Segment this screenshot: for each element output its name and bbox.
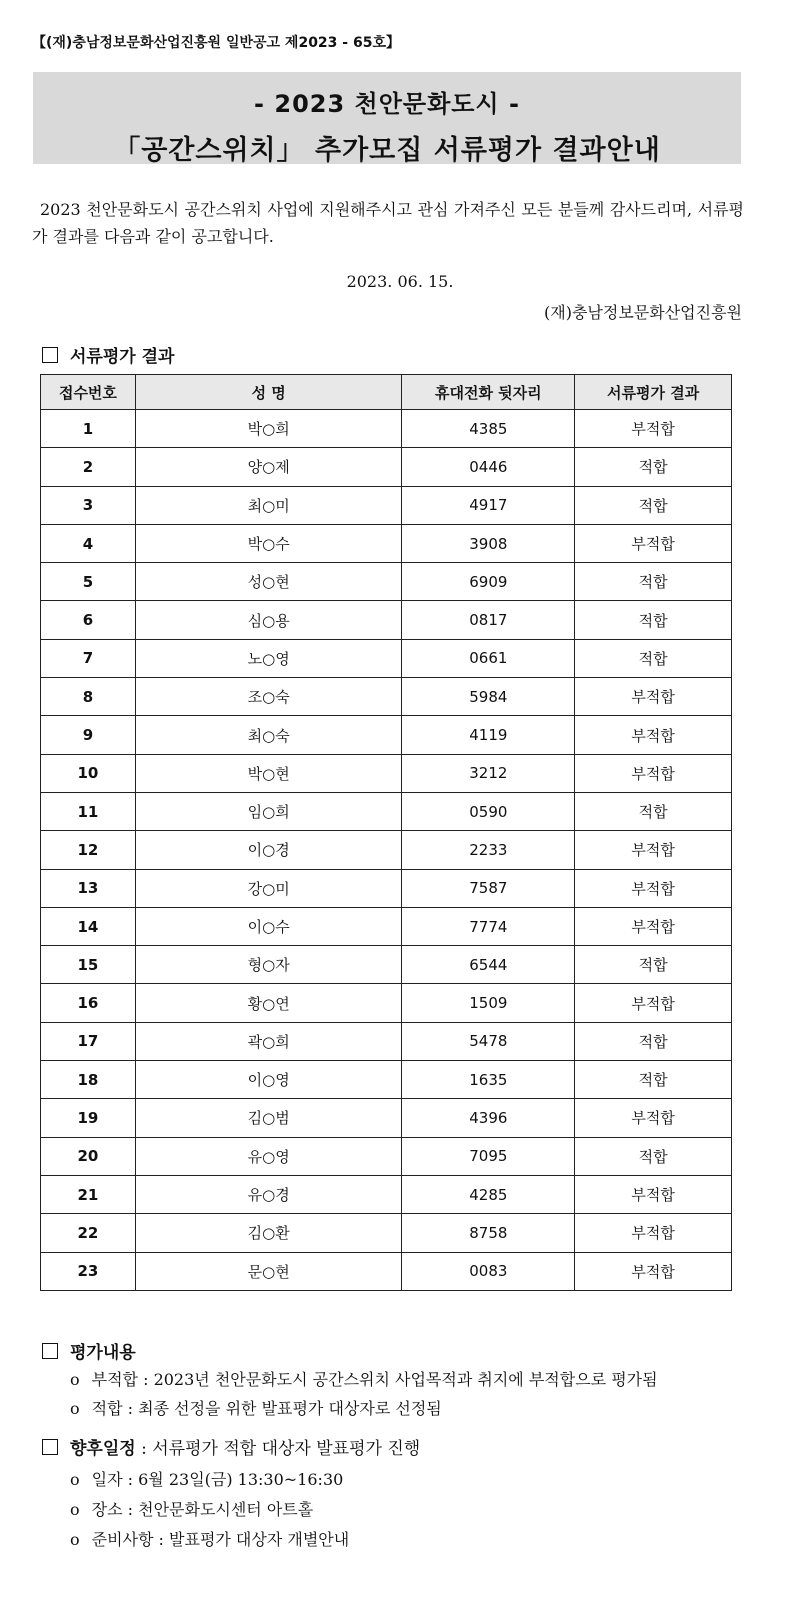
cell-phone-digits: 2233 bbox=[402, 831, 575, 869]
cell-name: 이○경 bbox=[135, 831, 402, 869]
cell-name: 곽○희 bbox=[135, 1022, 402, 1060]
table-row bbox=[41, 869, 732, 907]
cell-result: 부적합 bbox=[575, 1252, 732, 1290]
cell-result: 적합 bbox=[575, 1061, 732, 1099]
evaluation-item-text: 적합 : 최종 선정을 위한 발표평가 대상자로 선정됨 bbox=[91, 1399, 442, 1418]
bullet-icon: o bbox=[70, 1470, 80, 1489]
cell-phone-digits: 1509 bbox=[402, 984, 575, 1022]
table-row bbox=[41, 754, 732, 792]
results-title-text: 서류평가 결과 bbox=[70, 347, 175, 367]
table-row bbox=[41, 716, 732, 754]
cell-result: 적합 bbox=[575, 946, 732, 984]
cell-name: 이○영 bbox=[135, 1061, 402, 1099]
table-header-row bbox=[41, 375, 732, 410]
cell-receipt-number: 12 bbox=[41, 831, 136, 869]
cell-phone-digits: 0661 bbox=[402, 639, 575, 677]
table-row bbox=[41, 1137, 732, 1175]
cell-receipt-number: 19 bbox=[41, 1099, 136, 1137]
cell-name: 박○희 bbox=[135, 410, 402, 448]
checkbox-square-icon bbox=[42, 1439, 58, 1455]
table-row bbox=[41, 907, 732, 945]
cell-name: 조○숙 bbox=[135, 678, 402, 716]
cell-phone-digits: 5478 bbox=[402, 1022, 575, 1060]
evaluation-section-title bbox=[42, 1338, 136, 1363]
title-line-1: - 2023 천안문화도시 - bbox=[254, 90, 520, 118]
cell-name: 문○현 bbox=[135, 1252, 402, 1290]
cell-name: 형○자 bbox=[135, 946, 402, 984]
cell-result: 부적합 bbox=[575, 410, 732, 448]
cell-receipt-number: 11 bbox=[41, 792, 136, 830]
cell-receipt-number: 6 bbox=[41, 601, 136, 639]
cell-result: 부적합 bbox=[575, 1175, 732, 1213]
cell-result: 부적합 bbox=[575, 869, 732, 907]
table-row bbox=[41, 486, 732, 524]
cell-result: 적합 bbox=[575, 601, 732, 639]
title-banner bbox=[33, 72, 741, 164]
cell-name: 임○희 bbox=[135, 792, 402, 830]
cell-phone-digits: 6544 bbox=[402, 946, 575, 984]
cell-name: 황○연 bbox=[135, 984, 402, 1022]
cell-result: 적합 bbox=[575, 1137, 732, 1175]
cell-receipt-number: 22 bbox=[41, 1214, 136, 1252]
table-row bbox=[41, 524, 732, 562]
cell-result: 부적합 bbox=[575, 716, 732, 754]
cell-receipt-number: 14 bbox=[41, 907, 136, 945]
cell-receipt-number: 8 bbox=[41, 678, 136, 716]
table-row bbox=[41, 1175, 732, 1213]
cell-result: 적합 bbox=[575, 639, 732, 677]
cell-name: 강○미 bbox=[135, 869, 402, 907]
schedule-item bbox=[70, 1467, 343, 1490]
cell-phone-digits: 4285 bbox=[402, 1175, 575, 1213]
table-row bbox=[41, 946, 732, 984]
cell-phone-digits: 8758 bbox=[402, 1214, 575, 1252]
cell-result: 부적합 bbox=[575, 907, 732, 945]
table-row bbox=[41, 410, 732, 448]
cell-receipt-number: 9 bbox=[41, 716, 136, 754]
cell-receipt-number: 23 bbox=[41, 1252, 136, 1290]
cell-receipt-number: 2 bbox=[41, 448, 136, 486]
cell-result: 부적합 bbox=[575, 1214, 732, 1252]
table-row bbox=[41, 984, 732, 1022]
cell-phone-digits: 0590 bbox=[402, 792, 575, 830]
cell-receipt-number: 15 bbox=[41, 946, 136, 984]
cell-phone-digits: 5984 bbox=[402, 678, 575, 716]
checkbox-square-icon bbox=[42, 347, 58, 363]
table-row bbox=[41, 601, 732, 639]
cell-result: 적합 bbox=[575, 1022, 732, 1060]
cell-receipt-number: 16 bbox=[41, 984, 136, 1022]
cell-name: 김○환 bbox=[135, 1214, 402, 1252]
cell-receipt-number: 7 bbox=[41, 639, 136, 677]
cell-result: 부적합 bbox=[575, 754, 732, 792]
cell-result: 부적합 bbox=[575, 678, 732, 716]
schedule-item bbox=[70, 1497, 313, 1520]
results-table bbox=[40, 374, 732, 1291]
cell-phone-digits: 3212 bbox=[402, 754, 575, 792]
cell-name: 최○미 bbox=[135, 486, 402, 524]
cell-name: 최○숙 bbox=[135, 716, 402, 754]
cell-phone-digits: 3908 bbox=[402, 524, 575, 562]
header-phone-last-digits: 휴대전화 뒷자리 bbox=[402, 375, 575, 410]
table-row bbox=[41, 1022, 732, 1060]
cell-name: 심○용 bbox=[135, 601, 402, 639]
schedule-item-text: 장소 : 천안문화도시센터 아트홀 bbox=[91, 1500, 314, 1519]
bullet-icon: o bbox=[70, 1399, 80, 1418]
cell-result: 부적합 bbox=[575, 524, 732, 562]
schedule-subtitle: : 서류평가 적합 대상자 발표평가 진행 bbox=[135, 1439, 421, 1459]
cell-name: 유○경 bbox=[135, 1175, 402, 1213]
evaluation-item-text: 부적합 : 2023년 천안문화도시 공간스위치 사업목적과 취지에 부적합으로 평가됨 bbox=[91, 1370, 658, 1389]
cell-receipt-number: 21 bbox=[41, 1175, 136, 1213]
table-row bbox=[41, 792, 732, 830]
cell-name: 박○수 bbox=[135, 524, 402, 562]
cell-name: 양○제 bbox=[135, 448, 402, 486]
cell-result: 부적합 bbox=[575, 984, 732, 1022]
table-row bbox=[41, 1099, 732, 1137]
cell-result: 부적합 bbox=[575, 831, 732, 869]
cell-receipt-number: 5 bbox=[41, 563, 136, 601]
cell-name: 이○수 bbox=[135, 907, 402, 945]
cell-phone-digits: 7095 bbox=[402, 1137, 575, 1175]
cell-receipt-number: 20 bbox=[41, 1137, 136, 1175]
schedule-section-title bbox=[42, 1434, 420, 1459]
cell-receipt-number: 18 bbox=[41, 1061, 136, 1099]
cell-phone-digits: 6909 bbox=[402, 563, 575, 601]
header-evaluation-result: 서류평가 결과 bbox=[575, 375, 732, 410]
table-row bbox=[41, 1252, 732, 1290]
cell-name: 박○현 bbox=[135, 754, 402, 792]
cell-phone-digits: 4396 bbox=[402, 1099, 575, 1137]
cell-result: 적합 bbox=[575, 563, 732, 601]
table-row bbox=[41, 1061, 732, 1099]
announcement-date: 2023. 06. 15. bbox=[346, 272, 454, 291]
cell-name: 노○영 bbox=[135, 639, 402, 677]
cell-phone-digits: 7774 bbox=[402, 907, 575, 945]
schedule-item-text: 준비사항 : 발표평가 대상자 개별안내 bbox=[91, 1530, 350, 1549]
cell-phone-digits: 4119 bbox=[402, 716, 575, 754]
table-row bbox=[41, 448, 732, 486]
cell-phone-digits: 0446 bbox=[402, 448, 575, 486]
cell-name: 유○영 bbox=[135, 1137, 402, 1175]
evaluation-item bbox=[70, 1396, 442, 1419]
results-section-title bbox=[42, 342, 174, 367]
cell-phone-digits: 4917 bbox=[402, 486, 575, 524]
cell-name: 성○현 bbox=[135, 563, 402, 601]
checkbox-square-icon bbox=[42, 1343, 58, 1359]
cell-receipt-number: 4 bbox=[41, 524, 136, 562]
schedule-item bbox=[70, 1527, 349, 1550]
table-row bbox=[41, 563, 732, 601]
cell-receipt-number: 1 bbox=[41, 410, 136, 448]
table-row bbox=[41, 678, 732, 716]
schedule-title-text: 향후일정 bbox=[70, 1439, 136, 1459]
cell-phone-digits: 0817 bbox=[402, 601, 575, 639]
cell-phone-digits: 7587 bbox=[402, 869, 575, 907]
table-row bbox=[41, 639, 732, 677]
table-row bbox=[41, 831, 732, 869]
cell-result: 부적합 bbox=[575, 1099, 732, 1137]
evaluation-item bbox=[70, 1367, 658, 1390]
cell-phone-digits: 4385 bbox=[402, 410, 575, 448]
cell-result: 적합 bbox=[575, 448, 732, 486]
intro-paragraph: 2023 천안문화도시 공간스위치 사업에 지원해주시고 관심 가져주신 모든 분들께 감사드리며, 서류평가 결과를 다음과 같이 공고합니다. bbox=[32, 200, 744, 246]
bullet-icon: o bbox=[70, 1500, 80, 1519]
evaluation-title-text: 평가내용 bbox=[70, 1343, 136, 1363]
cell-phone-digits: 1635 bbox=[402, 1061, 575, 1099]
schedule-item-text: 일자 : 6월 23일(금) 13:30~16:30 bbox=[91, 1470, 344, 1489]
cell-receipt-number: 3 bbox=[41, 486, 136, 524]
cell-result: 적합 bbox=[575, 486, 732, 524]
cell-receipt-number: 10 bbox=[41, 754, 136, 792]
title-line-2: 「공간스위치」 추가모집 서류평가 결과안내 bbox=[113, 135, 661, 166]
header-receipt-number: 접수번호 bbox=[41, 375, 136, 410]
bullet-icon: o bbox=[70, 1530, 80, 1549]
cell-receipt-number: 13 bbox=[41, 869, 136, 907]
header-name: 성 명 bbox=[135, 375, 402, 410]
notice-number: 【(재)충남정보문화산업진흥원 일반공고 제2023 - 65호】 bbox=[32, 35, 400, 51]
table-row bbox=[41, 1214, 732, 1252]
cell-receipt-number: 17 bbox=[41, 1022, 136, 1060]
cell-phone-digits: 0083 bbox=[402, 1252, 575, 1290]
cell-result: 적합 bbox=[575, 792, 732, 830]
organization-name: (재)충남정보문화산업진흥원 bbox=[544, 303, 742, 322]
cell-name: 김○범 bbox=[135, 1099, 402, 1137]
bullet-icon: o bbox=[70, 1370, 80, 1389]
